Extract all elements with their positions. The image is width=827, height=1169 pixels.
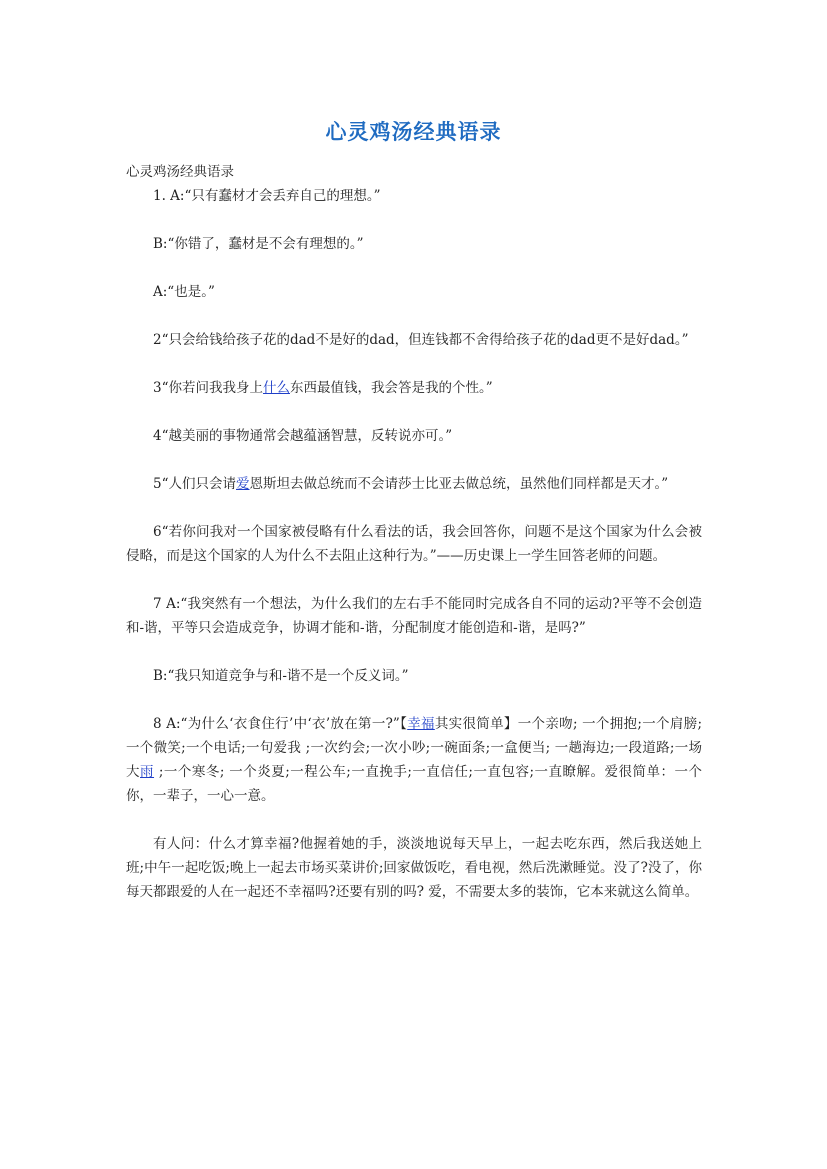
paragraph-11-text-a: 8 A:“为什么‘衣食住行’中‘衣’放在第一?”【: [153, 716, 408, 732]
paragraph-2: B:“你错了，蠢材是不会有理想的。”: [153, 236, 364, 252]
paragraph-5: [126, 376, 702, 400]
paragraph-5-text-b: 东西最值钱，我会答是我的个性。”: [290, 380, 493, 396]
paragraph-5-text-a: 3“你若问我我身上: [153, 380, 263, 396]
paragraph-7: [126, 472, 702, 496]
paragraph-10: B:“我只知道竞争与和-谐不是一个反义词。”: [153, 668, 409, 684]
link-xingfu[interactable]: 幸福: [407, 716, 435, 732]
paragraph-6: 4“越美丽的事物通常会越蕴涵智慧，反转说亦可。”: [153, 428, 453, 444]
document-subtitle: 心灵鸡汤经典语录: [126, 164, 234, 180]
paragraph-9: 7 A:“我突然有一个想法，为什么我们的左右手不能同时完成各自不同的运动?平等不会创造和-谐，平等只会造成竞争，协调才能和-谐，分配制度才能创造和-谐，是吗?”: [126, 596, 702, 636]
page-title: 心灵鸡汤经典语录: [325, 119, 502, 144]
paragraph-11-text-c: ;一个寒冬; 一个炎夏;一程公车;一直挽手;一直信任;一直包容;一直瞭解。爱很简单：一个你，一辈子，一心一意。: [126, 764, 703, 804]
paragraph-4: 2“只会给钱给孩子花的dad不是好的dad，但连钱都不舍得给孩子花的dad更不是好dad。”: [153, 332, 689, 348]
paragraph-12: 有人问：什么才算幸福?他握着她的手，淡淡地说每天早上，一起去吃东西，然后我送她上班;中午一起吃饭;晚上一起去市场买菜讲价;回家做饭吃，看电视，然后洗漱睡觉。没了?没了，你每天都跟爱的人在一起还不幸福吗?还要有别的吗? 爱，不需要太多的装饰，它本来就这么简单。: [126, 836, 702, 900]
paragraph-11: [126, 712, 702, 808]
paragraph-8: 6“若你问我对一个国家被侵略有什么看法的话，我会回答你，问题不是这个国家为什么会被侵略，而是这个国家的人为什么不去阻止这种行为。”——历史课上一学生回答老师的问题。: [126, 524, 702, 564]
link-ai[interactable]: 爱: [236, 476, 250, 492]
link-shenme[interactable]: 什么: [263, 380, 290, 396]
paragraph-1: 1. A:“只有蠢材才会丢弃自己的理想。”: [153, 188, 381, 204]
paragraph-3: A:“也是。”: [153, 284, 215, 300]
paragraph-7-text-a: 5“人们只会请: [153, 476, 236, 492]
paragraph-7-text-b: 恩斯坦去做总统而不会请莎士比亚去做总统，虽然他们同样都是天才。”: [249, 476, 669, 492]
document-body: [126, 160, 702, 904]
link-yu[interactable]: 雨: [140, 764, 155, 780]
paragraph-11-text-b: 其实很简单】一个亲吻; 一个拥抱;一个肩膀;一个微笑;一个电话;一句爱我 ;一次约会;一次小吵;一碗面条;一盒便当; 一趟海边;一段道路;一场大: [126, 716, 703, 780]
